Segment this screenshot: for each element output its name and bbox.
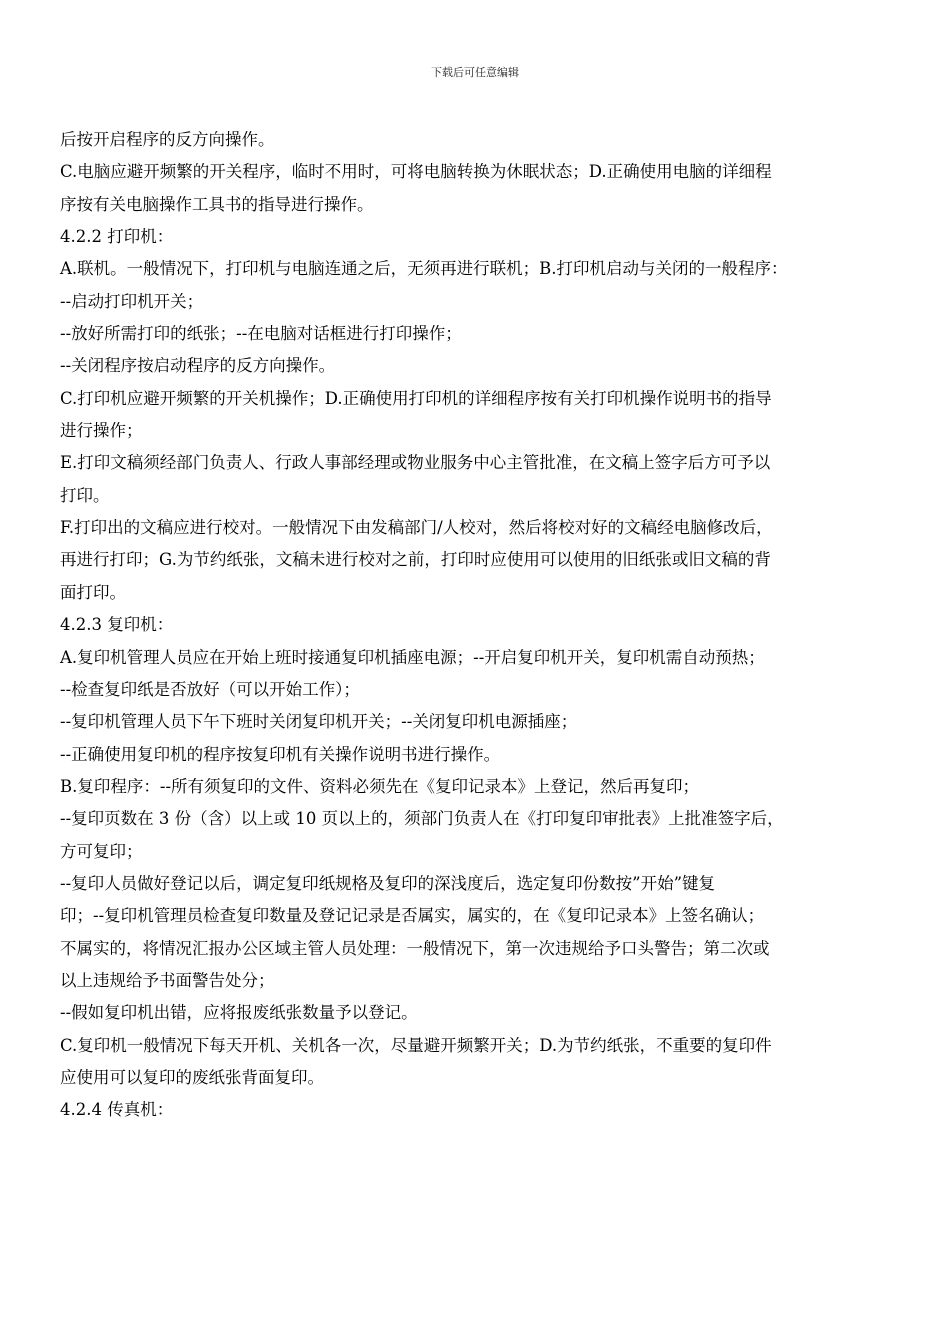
text-line: --启动打印机开关； — [60, 291, 204, 311]
text-line: 以上违规给予书面警告处分； — [60, 970, 275, 990]
text-line: 再进行打印；G.为节约纸张，文稿未进行校对之前，打印时应使用可以使用的旧纸张或旧文稿的背 — [60, 550, 771, 570]
page-header: 下载后可任意编辑 — [431, 66, 519, 79]
text-line: --正确使用复印机的程序按复印机有关操作说明书进行操作。 — [60, 744, 501, 764]
text-line: 打印。 — [60, 485, 110, 505]
section-heading: 4.2.3 复印机： — [60, 615, 174, 635]
text-line: 序按有关电脑操作工具书的指导进行操作。 — [60, 194, 374, 214]
text-line: --复印人员做好登记以后，调定复印纸规格及复印的深浅度后，选定复印份数按”开始”键复 — [60, 873, 716, 893]
body-text — [60, 124, 896, 1127]
text-line: A.联机。一般情况下，打印机与电脑连通之后，无须再进行联机；B.打印机启动与关闭的一般程序： — [60, 259, 788, 279]
text-line: --放好所需打印的纸张；--在电脑对话框进行打印操作； — [60, 324, 462, 344]
text-line: --复印页数在 3 份（含）以上或 10 页以上的，须部门负责人在《打印复印审批表》上批准签字后， — [60, 809, 784, 829]
text-line: 不属实的，将情况汇报办公区域主管人员处理：一般情况下，第一次违规给予口头警告；第二次或 — [60, 938, 770, 958]
text-line: 面打印。 — [60, 582, 126, 602]
text-line: 印；--复印机管理员检查复印数量及登记记录是否属实，属实的，在《复印记录本》上签名确认； — [60, 906, 765, 926]
text-line: 应使用可以复印的废纸张背面复印。 — [60, 1067, 324, 1087]
text-line: --假如复印机出错，应将报废纸张数量予以登记。 — [60, 1003, 418, 1023]
text-line: E.打印文稿须经部门负责人、行政人事部经理或物业服务中心主管批准，在文稿上签字后方可予以 — [60, 453, 771, 473]
text-line: C.打印机应避开频繁的开关机操作；D.正确使用打印机的详细程序按有关打印机操作说明书的指导 — [60, 388, 772, 408]
text-line: A.复印机管理人员应在开始上班时接通复印机插座电源；--开启复印机开关，复印机需自动预热； — [60, 647, 765, 667]
text-line: C.复印机一般情况下每天开机、关机各一次，尽量避开频繁开关；D.为节约纸张，不重要的复印件 — [60, 1035, 772, 1055]
text-line: 后按开启程序的反方向操作。 — [60, 130, 275, 149]
section-heading: 4.2.2 打印机： — [60, 227, 174, 247]
section-heading: 4.2.4 传真机： — [60, 1100, 174, 1120]
text-line: F.打印出的文稿应进行校对。一般情况下由发稿部门/人校对，然后将校对好的文稿经电脑修改后， — [60, 518, 773, 538]
text-line: 方可复印； — [60, 841, 143, 861]
text-line: C.电脑应避开频繁的开关程序，临时不用时，可将电脑转换为休眠状态；D.正确使用电脑的详细程 — [60, 162, 772, 182]
text-line: --复印机管理人员下午下班时关闭复印机开关；--关闭复印机电源插座； — [60, 712, 578, 732]
text-line: 进行操作； — [60, 421, 143, 441]
text-line: --检查复印纸是否放好（可以开始工作）； — [60, 679, 360, 699]
text-line: B.复印程序：--所有须复印的文件、资料必须先在《复印记录本》上登记，然后再复印； — [60, 776, 700, 796]
text-line: --关闭程序按启动程序的反方向操作。 — [60, 356, 336, 376]
